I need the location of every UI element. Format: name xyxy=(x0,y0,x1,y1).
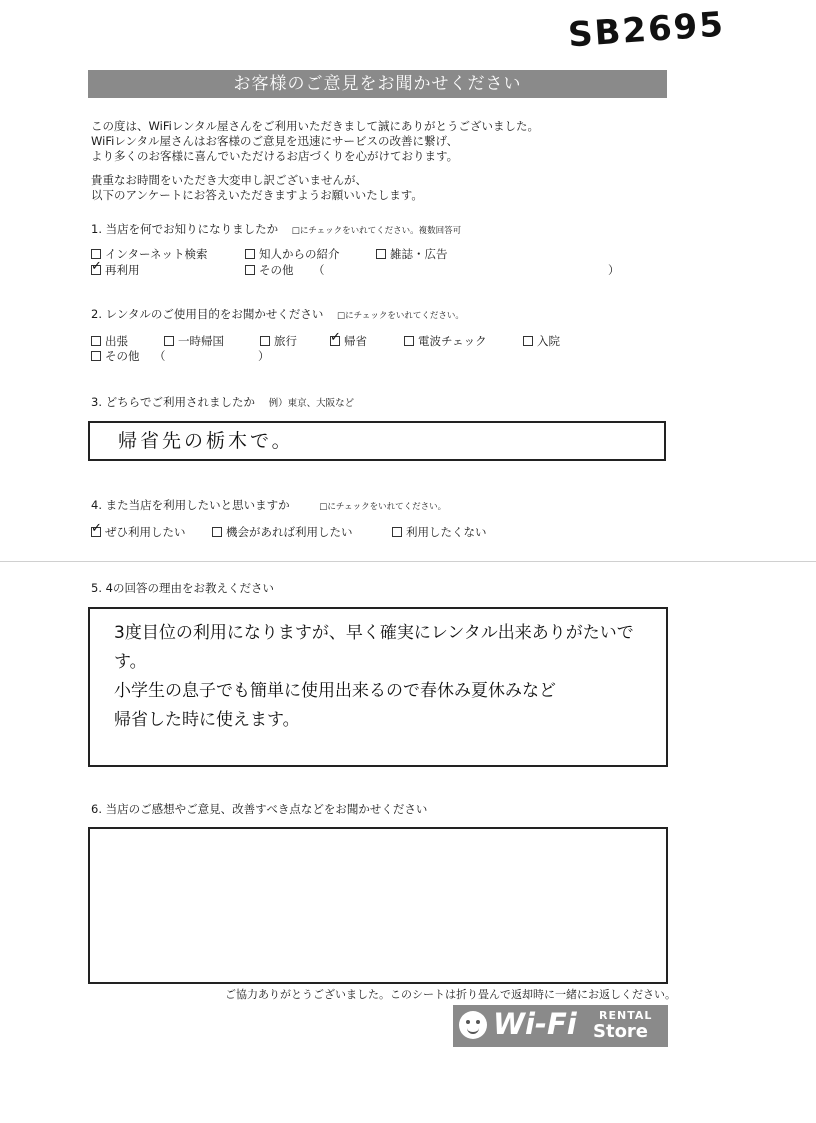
checkbox-icon[interactable] xyxy=(91,336,101,346)
question-6-label: 6. 当店のご感想やご意見、改善すべき点などをお聞かせください xyxy=(91,802,428,816)
q5-answer xyxy=(114,619,664,735)
q2-other-paren-close: ） xyxy=(258,349,270,363)
question-6 xyxy=(91,801,427,817)
q2-option-business-trip[interactable]: 出張 xyxy=(91,333,128,349)
question-1-label: 1. 当店を何でお知りになりましたか xyxy=(91,222,279,236)
checkbox-icon[interactable] xyxy=(91,351,101,361)
q1-option-referral[interactable]: 知人からの紹介 xyxy=(245,246,340,262)
intro-line: 以下のアンケートにお答えいただきますようお願いいたします。 xyxy=(91,188,423,202)
footer-note: ご協力ありがとうございました。このシートは折り畳んで返却時に一緒にお返しください。 xyxy=(225,988,676,1001)
q2-option-travel[interactable]: 旅行 xyxy=(260,333,297,349)
logo-rental: RENTAL xyxy=(599,1009,653,1022)
q1-option-reuse[interactable]: ✓再利用 xyxy=(91,262,140,278)
q1-option-other[interactable]: その他 xyxy=(245,262,294,278)
question-5 xyxy=(91,580,274,596)
checkbox-icon[interactable] xyxy=(260,336,270,346)
checkbox-icon[interactable] xyxy=(245,265,255,275)
q5-answer-box[interactable] xyxy=(88,607,668,767)
q2-option-other[interactable]: その他 xyxy=(91,348,140,364)
checkbox-icon[interactable] xyxy=(523,336,533,346)
q1-option-magazine[interactable]: 雑誌・広告 xyxy=(376,246,448,262)
checkbox-icon[interactable] xyxy=(404,336,414,346)
question-4-label: 4. また当店を利用したいと思いますか xyxy=(91,498,290,512)
checkbox-icon[interactable] xyxy=(212,527,222,537)
intro-line: WiFiレンタル屋さんはお客様のご意見を迅速にサービスの改善に繋げ、 xyxy=(91,134,459,148)
question-2 xyxy=(91,306,464,322)
intro-line: 貴重なお時間をいただき大変申し訳ございませんが、 xyxy=(91,173,367,187)
question-2-label: 2. レンタルのご使用目的をお聞かせください xyxy=(91,307,324,321)
question-3-label: 3. どちらでご利用されましたか xyxy=(91,395,256,409)
q2-other-paren-open: （ xyxy=(154,349,166,363)
question-3-example: 例）東京、大阪など xyxy=(268,398,355,409)
question-4-note: □にチェックをいれてください。 xyxy=(319,502,447,512)
q6-answer-box[interactable] xyxy=(88,827,668,984)
logo-store: Store xyxy=(593,1021,649,1042)
q3-answer: 帰省先の栃木で。 xyxy=(118,430,294,452)
question-4 xyxy=(91,497,446,513)
q1-option-internet[interactable]: インターネット検索 xyxy=(91,246,207,262)
intro-text xyxy=(91,119,539,203)
divider xyxy=(0,561,816,562)
checkbox-checked-icon[interactable] xyxy=(330,336,340,346)
q4-option-if-chance[interactable]: 機会があれば利用したい xyxy=(212,524,353,540)
checkbox-checked-icon[interactable] xyxy=(91,527,101,537)
question-5-label: 5. 4の回答の理由をお教えください xyxy=(91,581,274,595)
checkbox-checked-icon[interactable] xyxy=(91,265,101,275)
handwritten-sheet-id: SB2695 xyxy=(566,4,727,56)
question-1-note: □にチェックをいれてください。複数回答可 xyxy=(291,226,462,236)
q5-answer-line: 帰省した時に使えます。 xyxy=(114,710,300,730)
mascot-icon xyxy=(459,1011,487,1039)
checkbox-icon[interactable] xyxy=(392,527,402,537)
q4-option-definitely[interactable]: ✓ぜひ利用したい xyxy=(91,524,186,540)
wifi-rental-store-logo xyxy=(453,1005,668,1047)
logo-main: Wi-Fi xyxy=(493,1007,577,1041)
q2-option-temporary-return[interactable]: 一時帰国 xyxy=(164,333,224,349)
q2-option-signal-check[interactable]: 電波チェック xyxy=(404,333,487,349)
intro-line: この度は、WiFiレンタル屋さんをご利用いただきまして誠にありがとうございました。 xyxy=(91,119,540,133)
survey-title: お客様のご意見をお聞かせください xyxy=(88,70,667,98)
checkbox-icon[interactable] xyxy=(376,249,386,259)
question-3 xyxy=(91,394,354,410)
q2-option-hospital[interactable]: 入院 xyxy=(523,333,560,349)
q1-other-paren-open: （ xyxy=(313,263,325,277)
checkbox-icon[interactable] xyxy=(245,249,255,259)
q5-answer-line: 3度目位の利用になりますが、早く確実にレンタル出来ありがたいです。 xyxy=(114,623,634,672)
question-2-note: □にチェックをいれてください。 xyxy=(337,311,464,321)
q3-answer-box[interactable] xyxy=(88,421,666,461)
q2-option-homecoming[interactable]: ✓ 帰省 xyxy=(330,333,367,349)
q4-option-no[interactable]: 利用したくない xyxy=(392,524,487,540)
intro-line: より多くのお客様に喜んでいただけるお店づくりを心がけております。 xyxy=(91,149,459,163)
q5-answer-line: 小学生の息子でも簡単に使用出来るので春休み夏休みなど xyxy=(114,681,556,701)
question-1 xyxy=(91,221,461,237)
q1-other-paren-close: ） xyxy=(608,263,620,277)
checkbox-icon[interactable] xyxy=(164,336,174,346)
checkbox-icon[interactable] xyxy=(91,249,101,259)
